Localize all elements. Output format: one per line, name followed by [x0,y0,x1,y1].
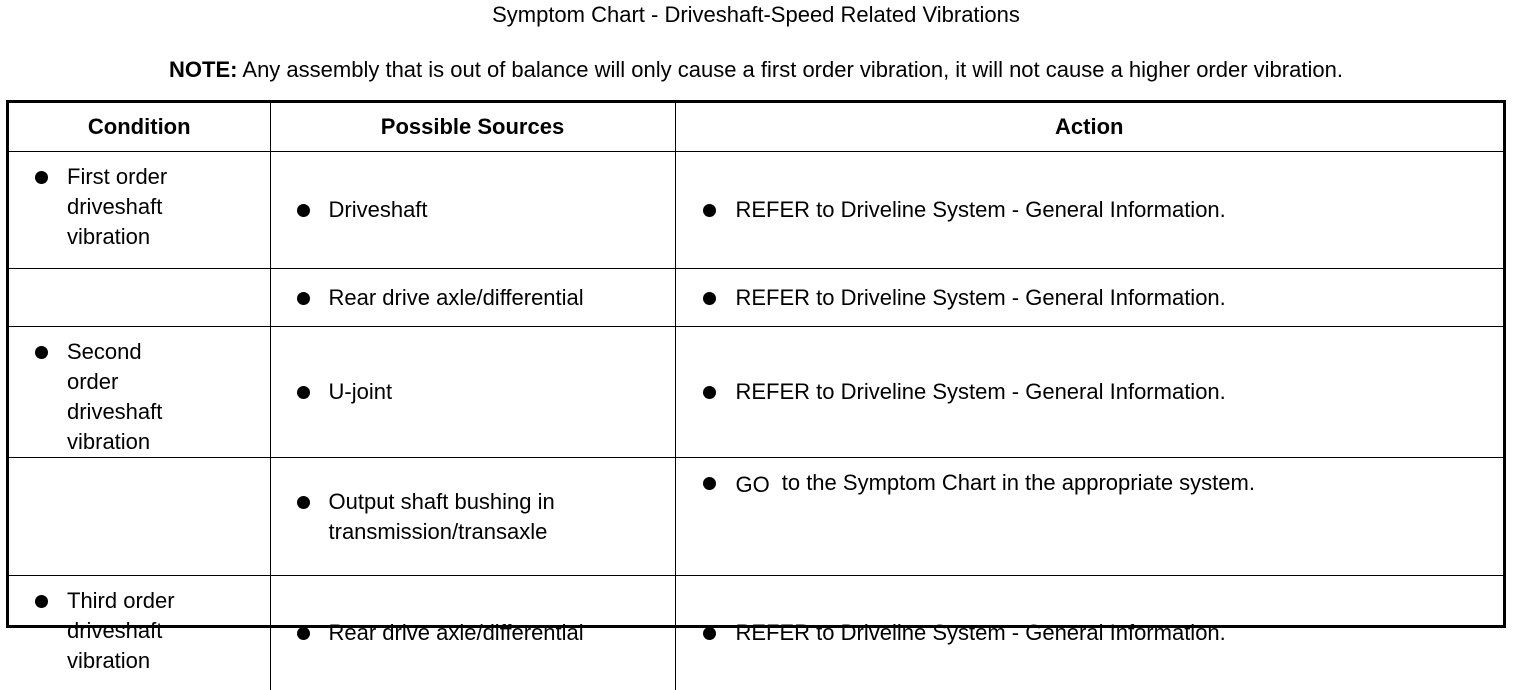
table-row [9,269,1503,327]
action-go-text: GO [736,470,770,500]
bullet-icon [703,292,716,305]
column-header-sources: Possible Sources [270,103,675,152]
bullet-icon [35,171,48,184]
bullet-icon [703,386,716,399]
condition-text: Second order driveshaft vibration [67,337,197,457]
action-text: REFER to Driveline System - General Information. [736,377,1226,407]
action-text: REFER to Driveline System - General Information. [736,618,1226,648]
action-cell [675,152,1503,269]
bullet-icon [703,627,716,640]
bullet-icon [297,386,310,399]
source-cell [270,458,675,576]
page-title: Symptom Chart - Driveshaft-Speed Related Vibrations [0,2,1512,28]
bullet-icon [703,477,716,490]
source-text: Driveshaft [329,195,428,225]
condition-cell-empty [9,458,270,576]
table-row [9,327,1503,458]
source-text: U-joint [329,377,393,407]
source-text: Rear drive axle/differential [329,283,584,313]
condition-cell-empty [9,269,270,327]
bullet-icon [35,346,48,359]
source-cell [270,152,675,269]
condition-text: First order driveshaft vibration [67,162,197,252]
source-text: Output shaft bushing in transmission/transaxle [329,487,675,547]
bullet-icon [703,204,716,217]
action-cell [675,576,1503,690]
condition-cell [9,327,270,458]
symptom-chart [6,100,1506,628]
note-label: NOTE: [169,57,237,82]
bullet-icon [297,204,310,217]
table-row [9,576,1503,690]
action-text: REFER to Driveline System - General Information. [736,283,1226,313]
column-header-action: Action [675,103,1503,152]
condition-text: Third order driveshaft vibration [67,586,197,676]
source-cell [270,576,675,690]
source-cell [270,327,675,458]
action-text: to the Symptom Chart in the appropriate system. [782,468,1255,498]
note-text: Any assembly that is out of balance will only cause a first order vibration, it will not cause a higher order vibration. [238,57,1343,82]
column-header-condition: Condition [9,103,270,152]
source-cell [270,269,675,327]
table-row [9,458,1503,576]
symptom-table [9,103,1503,690]
action-cell [675,327,1503,458]
table-header-row [9,103,1503,152]
bullet-icon [35,595,48,608]
action-text: REFER to Driveline System - General Information. [736,195,1226,225]
action-cell [675,269,1503,327]
bullet-icon [297,496,310,509]
action-cell [675,458,1503,576]
table-row [9,152,1503,269]
bullet-icon [297,627,310,640]
condition-cell [9,576,270,690]
bullet-icon [297,292,310,305]
note [0,57,1512,83]
source-text: Rear drive axle/differential [329,618,584,648]
condition-cell [9,152,270,269]
